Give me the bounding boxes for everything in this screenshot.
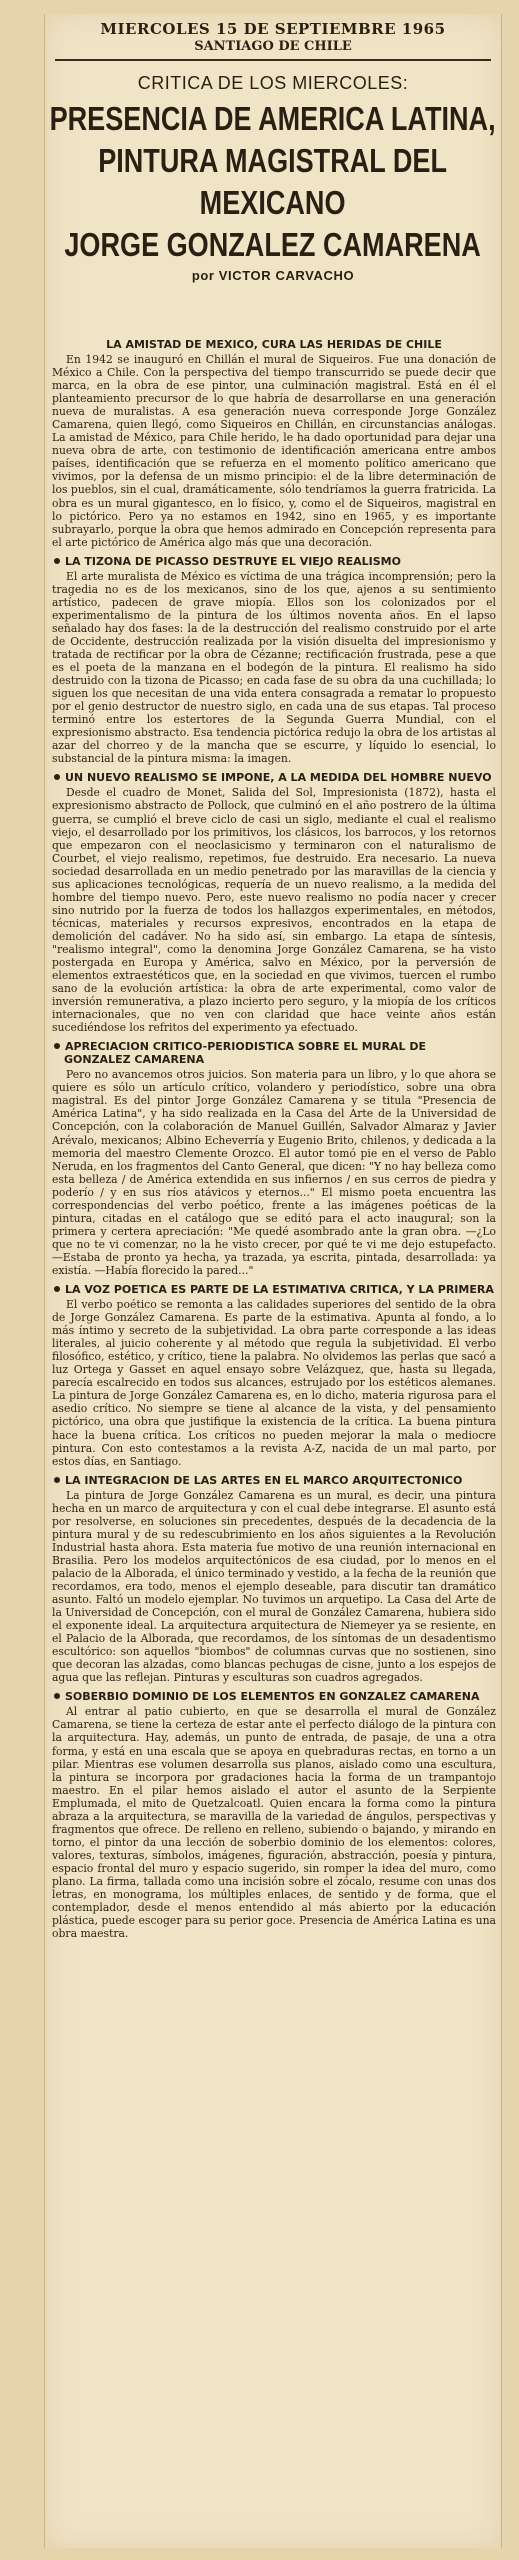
lead-heading: LA AMISTAD DE MEXICO, CURA LAS HERIDAS DE CHILE — [106, 338, 442, 351]
headline-line: PINTURA MAGISTRAL DEL MEXICANO — [98, 142, 448, 221]
section-paragraph: La pintura de Jorge González Camarena es un mural, es decir, una pintura hecha en un marco de arquitectura y con el cual debe integrarse. El asunto está por resolverse, en soluciones sin precedentes, después de la decadencia de la pintura mural y de su redescubrimiento en los años siguientes a la Revolución Industrial hasta ahora. Esta materia fue motivo de una reunión internacional en Brasilia. Pero los modelos arquitectónicos de esa ciudad, por lo menos en el palacio de la Alborada, el único terminado y vestido, a la fecha de la reunión que recordamos, era todo, menos el ejemplo deseable, para discutir tan dramático asunto. Faltó un modelo ejemplar. No tuvimos un arquetipo. La Casa del Arte de la Universidad de Concepción, con el mural de González Camarena, hubiera sido el exponente ideal. La arquitectura arquitectura de Niemeyer ya se resiente, en el Palacio de la Alborada, que recordamos, de los síntomas de un desadentismo escultórico: son aquellos "biombos" de columnas curvas que no sostienen, sino que decoran las alzadas, como blancas pechugas de cisne, junto a los espejos de agua que las reflejan. Pinturas y esculturas son cuadros agregados. — [52, 1488, 496, 1685]
section-heading — [52, 771, 496, 784]
bullet-icon — [54, 1693, 60, 1699]
bullet-icon — [54, 1477, 60, 1483]
section-heading-text: LA INTEGRACION DE LAS ARTES EN EL MARCO ARQUITECTONICO — [65, 1473, 463, 1487]
section-heading — [52, 555, 496, 568]
section-heading-text: UN NUEVO REALISMO SE IMPONE, A LA MEDIDA DEL HOMBRE NUEVO — [65, 771, 492, 785]
section-paragraph: Al entrar al patio cubierto, en que se desarrolla el mural de González Camarena, se tiene la certeza de estar ante el perfecto diálogo de la pintura con la arquitectura. Hay, además, un punto de entrada, de pasaje, de una a otra forma, y está en una escala que se apoya en quebraduras rectas, en torno a un pilar. Mientras ese volumen desarrolla sus planos, aislado como una escultura, la pintura se incorpora por gradaciones hacia la forma de un trampantojo maestro. En el pilar hemos aislado el autor el asunto de la Serpiente Emplumada, el mito de Quetzalcoatl. Quien encara la forma como la pintura abraza a la arquitectura, se maravilla de la variedad de ángulos, perspectivas y fragmentos que ofrece. De relleno en relleno, subiendo o bajando, y mirando en torno, el pintor da una lección de soberbio dominio de los elementos: colores, valores, texturas, símbolos, imágenes, figuración, abstracción, poesía y pintura, espacio frontal del muro y espacio sugerido, sin romper la idea del muro, como plano. La firma, tallada como una incisión sobre el zócalo, resume con unas dos letras, en monograma, los múltiples enlaces, de sentido y de forma, que el contemplador, desde el menos entendido al más abierto por la educación plástica, puede escoger para su perior goce. Presencia de América Latina es una obra maestra. — [52, 1705, 496, 1941]
bullet-icon — [54, 774, 60, 780]
section-heading-text: SOBERBIO DOMINIO DE LOS ELEMENTOS EN GONZALEZ CAMARENA — [65, 1690, 480, 1704]
bullet-icon — [54, 1043, 60, 1049]
headline-line: PRESENCIA DE AMERICA LATINA, — [49, 100, 497, 137]
masthead-date: MIERCOLES 15 DE SEPTIEMBRE 1965 — [100, 20, 446, 38]
section-heading — [52, 1690, 496, 1703]
section-paragraph: Desde el cuadro de Monet, Salida del Sol, Impresionista (1872), hasta el expresionismo abstracto de Pollock, que culminó en el año postrero de la última guerra, se cumplió el breve ciclo de casi un siglo, mediante el cual el realismo viejo, el desarrollado por los primitivos, los clásicos, los barrocos, y los retornos que empezaron con el neoclasicismo y terminaron con el naturalismo de Courbet, el viejo realismo, repetimos, fue destruido. Era necesario. La nueva sociedad desarrollada en un medio penetrado por las maravillas de la ciencia y sus aplicaciones tecnológicas, requería de un nuevo realismo, a la medida del hombre del tiempo nuevo. Pero, este nuevo realismo no podía nacer y crecer sino nutrido por la fuerza de todos los hallazgos experimentales, en métodos, técnicas, materiales y recursos expresivos, encontrados en la etapa de demolición del cadáver. No ha sido así, sin embargo. La etapa de síntesis, "realismo integral", como la denomina Jorge González Camarena, se ha visto postergada en Europa y América, salvo en México, por la perversión de elementos extraestéticos que, en la sociedad en que vivimos, tuercen el rumbo sano de la evolución artística: la obra de arte experimental, como valor de inversión remunerativa, a plazo incierto pero seguro, y la miopía de los críticos internacionales, que no ven con claridad que hace veinte años están sucediéndose los refritos del experimento ya efectuado. — [52, 786, 496, 1035]
byline: por VICTOR CARVACHO — [191, 268, 355, 283]
headline-line: JORGE GONZALEZ CAMARENA — [64, 226, 482, 263]
bullet-icon — [54, 1286, 60, 1292]
section-paragraph: El verbo poético se remonta a las calidades superiores del sentido de la obra de Jorge González Camarena. Es parte de la estimativa. Apunta al fondo, a lo más íntimo y secreto de la subjetividad. La obra parte corresponde a las ideas literales, al juicio coherente y al método que regula la subjetividad. El verbo filosófico, estético, y crítico, tiene la palabra. No olvidemos las perlas que sacó a luz Ortega y Gasset en aquel ensayo sobre Velázquez, que, hasta su llegada, parecía escalrecido en todos sus alcances, estrujado por los estéticos alemanes. La pintura de Jorge González Camarena es, en lo dicho, materia rigurosa para el asedio crítico. No siempre se tiene al alcance de la vista, y del pensamiento pictórico, una obra que justifique la existencia de la crítica. La buena pintura hace la buena crítica. Los críticos no pueden mejorar la mala o mediocre pintura. Con esto contestamos a la revista A-Z, nacida de un mal parto, por estos días, en Santiago. — [52, 1298, 496, 1468]
masthead-rule — [55, 59, 491, 61]
section-heading — [52, 1474, 496, 1487]
section-paragraph: Pero no avancemos otros juicios. Son materia para un libro, y lo que ahora se quiere es sólo un artículo crítico, volandero y periodístico, sobre una obra magistral. Es del pintor Jorge González Camarena y se titula "Presencia de América Latina", y ha sido realizada en la Casa del Arte de la Universidad de Concepción, con la colaboración de Manuel Guillén, Salvador Almaraz y Javier Arévalo, mexicanos; Albino Echeverría y Eugenio Brito, chilenos, y dedicada a la memoria del maestro Clemente Orozco. El autor tomó pie en el verso de Pablo Neruda, en los fragmentos del Canto General, que dicen: "Y no hay belleza como esta belleza / de América extendida en sus infiernos / en sus cerros de piedra y poderío / y en sus ríos atávicos y eternos..." El mismo poeta encuentra las correspondencias del verbo poético, frente a las imágenes poéticas de la pintura, citadas en el catálogo que se editó para el acto inaugural; son la primera y certera apreciación: "Me quedé asombrado ante la gran obra. —¿Lo que no te vi comenzar, no la he visto crecer, por qué te vi me dejo estupefacto. —Estaba de pronto ya hecha, ya trazada, ya escrita, pintada, desarrollada: ya existía. —Había florecido la pared..." — [52, 1068, 496, 1277]
lead-paragraph: En 1942 se inauguró en Chillán el mural de Siqueiros. Fue una donación de México a Chile. Con la perspectiva del tiempo transcurrido se puede decir que marca, en la obra de ese pintor, una culminación magistral. Está en él el planteamiento precursor de lo que habría de desarrollarse en una generación nueva de muralistas. A esa generación nueva corresponde Jorge González Camarena, quien llegó, como Siqueiros en Chillán, en circunstancias análogas. La amistad de México, para Chile herido, le ha dado oportunidad para dejar una nueva obra de arte, con testimonio de identificación americana entre ambos países, identificación que se refuerza en el momento político americano que vivimos, por la defensa de un mismo principio: el de la libre determinación de los pueblos, sin el cual, dramáticamente, sólo tendríamos la guerra fratricida. La obra es un mural gigantesco, en lo físico, y, como el de Siqueiros, magistral en lo pictórico. Pero ya no estamos en 1942, sino en 1965, y es importante subrayarlo, porque la obra que hemos admirado en Concepción representa para el arte pictórico de América algo más que una decoración. — [52, 353, 496, 549]
section-heading — [52, 1040, 496, 1066]
article-body — [52, 332, 496, 2544]
section-heading — [52, 1283, 496, 1296]
section-heading-text: APRECIACION CRITICO-PERIODISTICA SOBRE EL MURAL DE GONZALEZ CAMARENA — [64, 1040, 427, 1067]
headline — [49, 98, 498, 266]
bullet-icon — [54, 558, 60, 564]
section-heading-text: LA VOZ POETICA ES PARTE DE LA ESTIMATIVA CRITICA, Y LA PRIMERA — [65, 1283, 494, 1297]
section-heading-text: LA TIZONA DE PICASSO DESTRUYE EL VIEJO REALISMO — [65, 554, 401, 568]
section-paragraph: El arte muralista de México es víctima de una trágica incomprensión; pero la tragedia no es de los mexicanos, sino de los que, ajenos a su sentimiento artístico, padecen de grave miopía. Ellos son los colonizados por el experimentalismo de la pintura de los últimos noventa años. En el lapso señalado hay dos fases: la de la destrucción del realismo construido por el arte de Occidente, destrucción realizada por la visión disuelta del impresionismo y tratada de rectificar por la obra de Cézanne; rectificación frustrada, pese a que es el poeta de la manzana en el bodegón de la pintura. El realismo ha sido destruido con la tizona de Picasso; en cada fase de su obra da una cuchillada; lo siguen los que necesitan de una vida entera consagrada a rematar lo propuesto por el genio destructor de nuestro siglo, en cada una de sus etapas. Tal proceso terminó entre los estertores de la Segunda Guerra Mundial, con el expresionismo abstracto. Esa tendencia pictórica redujo la obra de los artistas al azar del chorreo y de la mancha que se escurre, y líquido lo esencial, lo substancial de la pintura misma: la imagen. — [52, 569, 496, 766]
masthead-city: SANTIAGO DE CHILE — [194, 39, 352, 54]
section-label: CRITICA DE LOS MIERCOLES: — [137, 73, 409, 93]
masthead — [45, 14, 501, 54]
